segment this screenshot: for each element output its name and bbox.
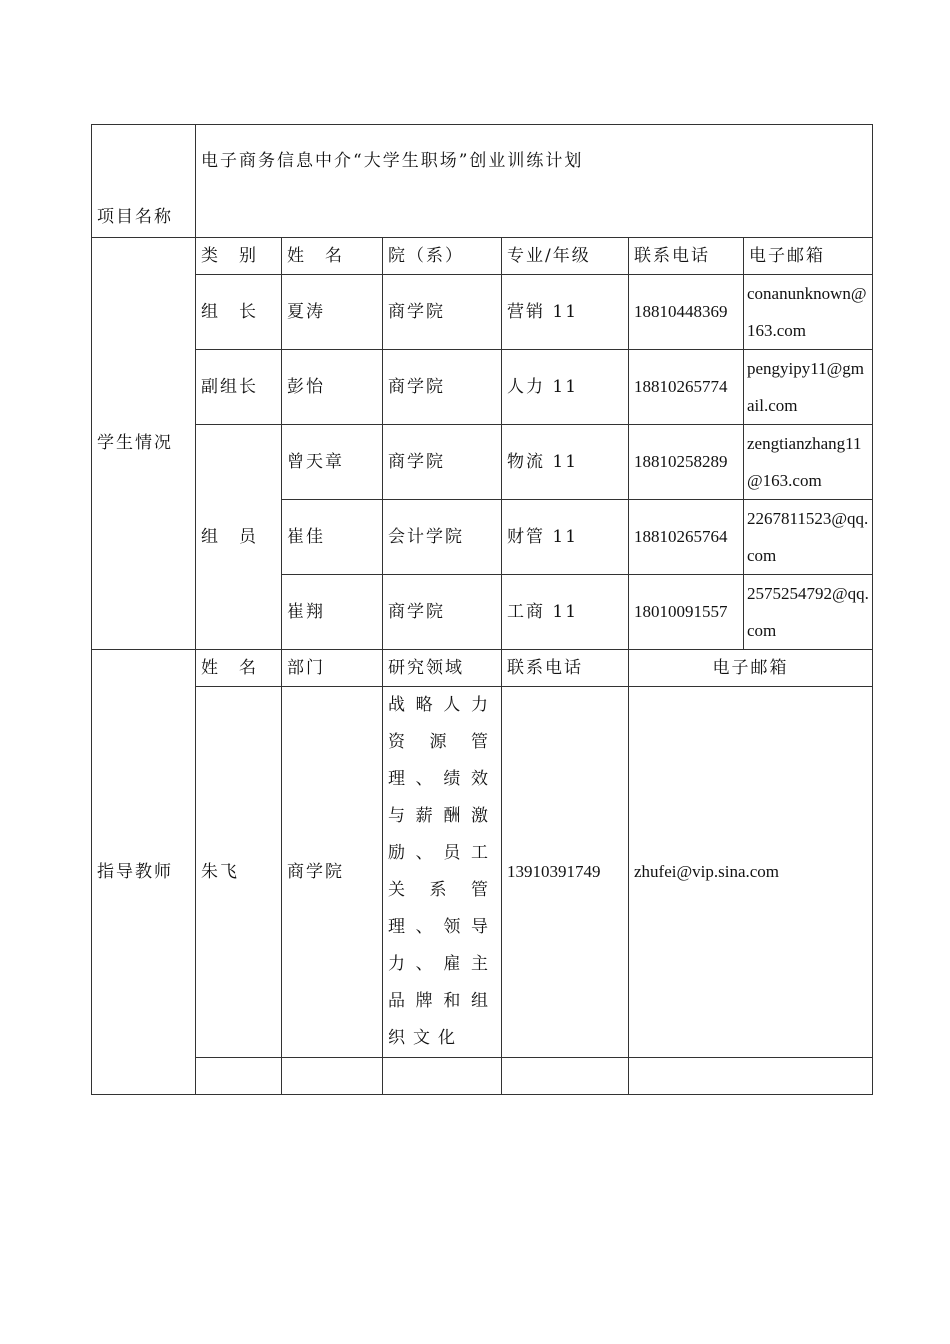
student-major: 工商 11 [502, 575, 629, 650]
student-college: 商学院 [383, 275, 502, 350]
student-name: 曾天章 [282, 425, 383, 500]
student-college: 商学院 [383, 425, 502, 500]
student-college: 会计学院 [383, 500, 502, 575]
project-application-table [91, 124, 873, 1095]
student-phone: 18810265764 [629, 500, 744, 575]
student-email: conanunknown@163.com [744, 275, 873, 350]
project-row [92, 125, 873, 238]
student-email: pengyipy11@gmail.com [744, 350, 873, 425]
empty-cell [282, 1058, 383, 1095]
advisor-header-email: 电子邮箱 [629, 650, 873, 687]
advisor-header-row [92, 650, 873, 687]
student-row [92, 425, 873, 500]
advisor-header-phone: 联系电话 [502, 650, 629, 687]
student-major: 营销 11 [502, 275, 629, 350]
student-header-college: 院（系） [383, 238, 502, 275]
student-header-name: 姓 名 [282, 238, 383, 275]
student-row [92, 275, 873, 350]
advisor-phone: 13910391749 [502, 687, 629, 1058]
student-name: 崔佳 [282, 500, 383, 575]
student-email: 2575254792@qq.com [744, 575, 873, 650]
project-name-value: 电子商务信息中介“大学生职场”创业训练计划 [196, 125, 873, 238]
advisor-email: zhufei@vip.sina.com [629, 687, 873, 1058]
student-role-leader: 组 长 [196, 275, 282, 350]
student-college: 商学院 [383, 350, 502, 425]
empty-cell [502, 1058, 629, 1095]
student-header-row [92, 238, 873, 275]
student-name: 夏涛 [282, 275, 383, 350]
student-name: 彭怡 [282, 350, 383, 425]
student-name: 崔翔 [282, 575, 383, 650]
advisor-name: 朱飞 [196, 687, 282, 1058]
advisor-header-dept: 部门 [282, 650, 383, 687]
student-email: zengtianzhang11@163.com [744, 425, 873, 500]
student-phone: 18810258289 [629, 425, 744, 500]
student-header-phone: 联系电话 [629, 238, 744, 275]
student-phone: 18810265774 [629, 350, 744, 425]
advisor-dept: 商学院 [282, 687, 383, 1058]
advisor-empty-row [92, 1058, 873, 1095]
advisor-research-field: 战略人力资源管理、绩效与薪酬激励、员工关系管理、领导力、雇主品牌和组织文化 [383, 687, 502, 1058]
student-major: 物流 11 [502, 425, 629, 500]
student-phone: 18810448369 [629, 275, 744, 350]
advisor-header-field: 研究领域 [383, 650, 502, 687]
student-header-major: 专业/年级 [502, 238, 629, 275]
student-major: 人力 11 [502, 350, 629, 425]
student-college: 商学院 [383, 575, 502, 650]
empty-cell [629, 1058, 873, 1095]
student-email: 2267811523@qq.com [744, 500, 873, 575]
student-phone: 18010091557 [629, 575, 744, 650]
student-section-label: 学生情况 [92, 238, 196, 650]
project-name-label: 项目名称 [92, 125, 196, 238]
advisor-header-name: 姓 名 [196, 650, 282, 687]
student-header-email: 电子邮箱 [744, 238, 873, 275]
student-role-deputy: 副组长 [196, 350, 282, 425]
student-major: 财管 11 [502, 500, 629, 575]
advisor-row [92, 687, 873, 1058]
student-row [92, 350, 873, 425]
advisor-section-label: 指导教师 [92, 650, 196, 1095]
empty-cell [196, 1058, 282, 1095]
student-header-role: 类 别 [196, 238, 282, 275]
empty-cell [383, 1058, 502, 1095]
student-role-member: 组 员 [196, 425, 282, 650]
